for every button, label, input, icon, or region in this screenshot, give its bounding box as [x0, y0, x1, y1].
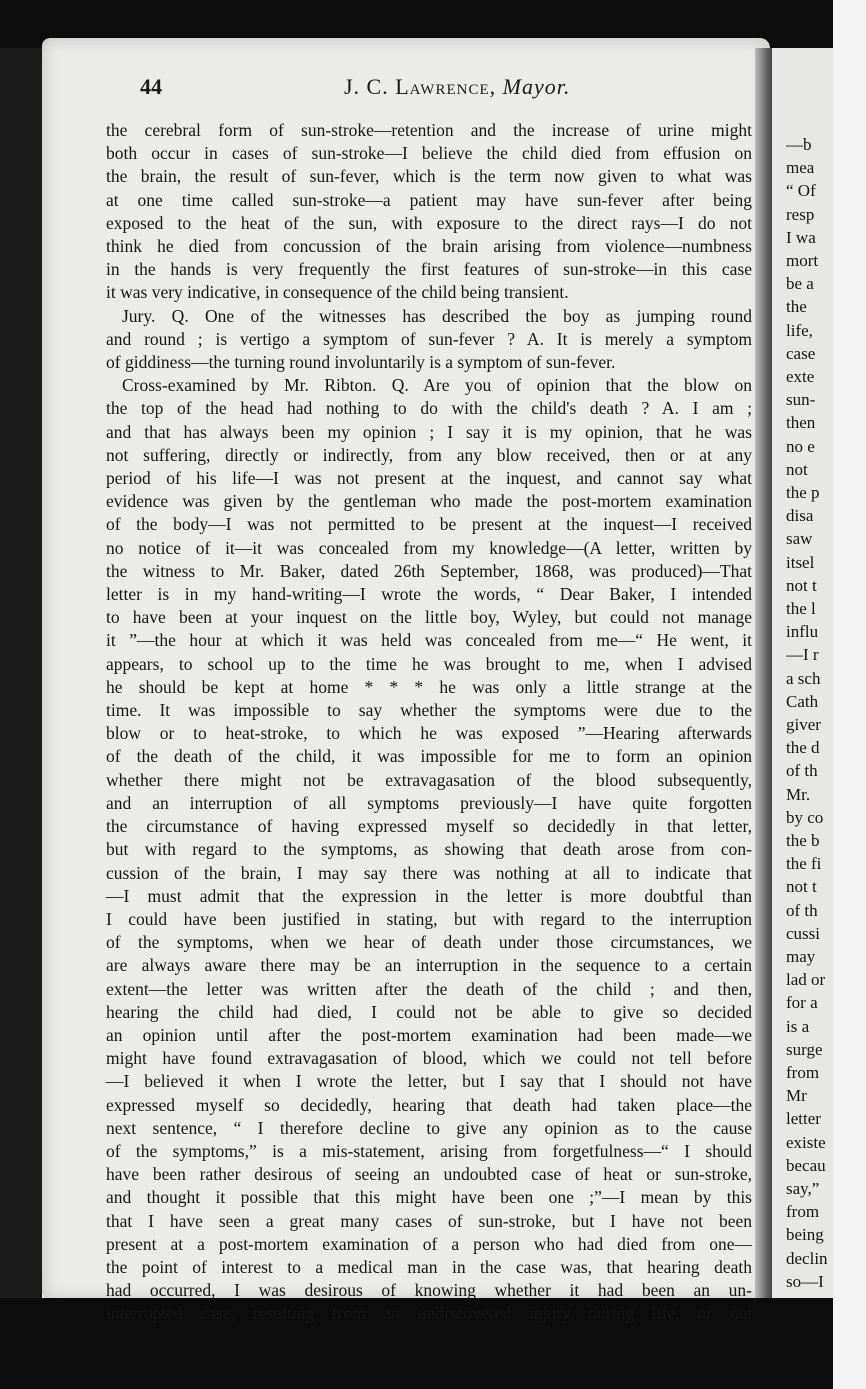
text-line: the circumstance of having expressed myself so decidedly in that letter,: [106, 816, 752, 837]
facing-page-fragment: the p: [786, 483, 820, 502]
text-line: are always aware there may be an interruption in the sequence to a certain: [106, 955, 752, 976]
facing-page-fragment: surge: [786, 1039, 823, 1059]
facing-page-fragment: say,”: [786, 1179, 820, 1198]
text-line: whether there might not be extravagasation of the blood subsequently,: [106, 769, 752, 790]
facing-page-fragment: cussi: [786, 923, 820, 943]
text-line: and that has always been my opinion ; I say it is my opinion, that he was: [106, 421, 752, 442]
text-line: of the symptoms, when we hear of death under those circumstances, we: [106, 932, 752, 953]
text-line: of the body—I was not permitted to be present at the inquest—I received: [106, 514, 752, 535]
facing-page-fragment: itsel: [786, 552, 815, 572]
facing-page-fragment: the d: [786, 738, 820, 758]
facing-page-fragment: from: [786, 1202, 820, 1222]
running-head: [344, 74, 570, 100]
running-head-title: Mayor.: [502, 74, 571, 99]
page-body-text: [106, 119, 752, 1326]
text-line: and round ; is vertigo a symptom of sun-fever ? A. It is merely a symptom: [106, 328, 752, 349]
facing-page-fragment: from: [786, 1063, 820, 1082]
facing-page-fragment: not t: [786, 575, 817, 595]
text-line: it was very indicative, in consequence of the child being transient.: [106, 282, 569, 303]
facing-page-fragment: “ Of: [786, 181, 816, 201]
text-line: an opinion until after the post-mortem examination had been made—we: [106, 1024, 752, 1045]
facing-page-fragment: of th: [786, 761, 818, 781]
facing-page-fragment: for a: [786, 993, 818, 1013]
facing-page-fragment: giver: [786, 715, 821, 734]
facing-page-fragment: saw: [786, 529, 813, 549]
facing-page-fragment: the b: [786, 831, 820, 850]
facing-page-fragment: Mr.: [786, 784, 811, 804]
text-line: that I have seen a great many cases of sun-stroke, but I have not been: [106, 1210, 752, 1231]
facing-page-fragment: the: [786, 297, 807, 317]
text-line: —I must admit that the expression in the letter is more doubtful than: [106, 885, 752, 906]
page-header: [100, 74, 760, 108]
text-line: —I believed it when I wrote the letter, but I say that I should not have: [106, 1071, 752, 1092]
text-line: think he died from concussion of the brain arising from violence—numbness: [106, 236, 752, 257]
text-line: had occurred, I was desirous of knowing whether it had been an un-: [106, 1280, 752, 1301]
text-line: and an interruption of all symptoms previously—I have quite forgotten: [106, 792, 752, 813]
text-line: time. It was impossible to say whether the symptoms were due to the: [106, 700, 752, 721]
facing-page-fragment: —I r: [786, 645, 819, 665]
text-line: of the symptoms,” is a mis-statement, arising from forgetfulness—“ I should: [106, 1140, 752, 1161]
text-line: it ”—the hour at which it was held was concealed from me—“ He went, it: [106, 630, 752, 651]
facing-page-fragment: Mr: [786, 1086, 807, 1106]
facing-page-fragment: letter: [786, 1109, 821, 1129]
text-line: of the death of the child, it was impossible for me to form an opinion: [106, 746, 752, 767]
facing-page-fragment: mea: [786, 158, 815, 178]
text-line: letter is in my hand-writing—I wrote the words, “ Dear Baker, I intended: [106, 584, 752, 605]
facing-page-fragment: be a: [786, 274, 814, 294]
text-line: extent—the letter was written after the death of the child ; and then,: [106, 978, 752, 999]
facing-page-fragment: resp: [786, 204, 815, 224]
facing-page-fragment: lad or: [786, 970, 826, 990]
facing-page-fragment: being: [786, 1225, 824, 1245]
facing-page-fragment: by co: [786, 807, 824, 827]
text-line: he should be kept at home * * * he was only a little strange at the: [106, 676, 752, 697]
facing-page-fragment: not t: [786, 877, 817, 897]
text-line: at one time called sun-stroke—a patient may have sun-fever after being: [106, 189, 752, 210]
facing-page-fragment: not: [786, 459, 808, 479]
text-line: but with regard to the symptoms, as showing that death arose from con-: [106, 839, 752, 860]
text-line: interrupted case, resulting from an undiscovered injury during life, or not: [106, 1303, 752, 1324]
text-line: next sentence, “ I therefore decline to give any opinion as to the cause: [106, 1117, 752, 1138]
text-line: Jury. Q. One of the witnesses has described the boy as jumping round: [122, 305, 752, 326]
facing-page-fragment: is a: [786, 1016, 810, 1036]
text-line: I could have been justified in stating, but with regard to the interruption: [106, 908, 752, 929]
text-line: the cerebral form of sun-stroke—retention and the increase of urine might: [106, 120, 752, 140]
page-number: 44: [140, 74, 162, 99]
facing-page-fragment: life,: [786, 320, 813, 340]
facing-page-fragment: declin: [786, 1248, 828, 1268]
text-line: Cross-examined by Mr. Ribton. Q. Are you of opinion that the blow on: [122, 375, 752, 396]
facing-page-fragment: disa: [786, 506, 814, 526]
text-line: exposed to the heat of the sun, with exposure to the direct rays—I do not: [106, 212, 752, 233]
text-line: and thought it possible that this might have been one ;”—I mean by this: [106, 1187, 752, 1208]
text-line: of giddiness—the turning round involuntarily is a symptom of sun-fever.: [106, 352, 616, 373]
text-line: both occur in cases of sun-stroke—I believe the child died from effusion on: [106, 143, 752, 164]
text-line: no notice of it—it was concealed from my knowledge—(A letter, written by: [106, 537, 752, 558]
text-line: the top of the head had nothing to do with the child's death ? A. I am ;: [106, 398, 752, 419]
text-line: blow or to heat-stroke, to which he was exposed ”—Hearing afterwards: [106, 723, 752, 744]
text-line: present at a post-mortem examination of a person who had died from one—: [106, 1233, 752, 1254]
facing-page-fragment: the fi: [786, 854, 822, 874]
text-line: might have found extravagasation of blood, which we could not tell before: [106, 1048, 752, 1069]
text-line: expressed myself so decidedly, hearing that death had taken place—the: [106, 1094, 752, 1115]
text-line: hearing the child had died, I could not be able to give so decided: [106, 1001, 752, 1022]
text-line: the witness to Mr. Baker, dated 26th September, 1868, was produced)—That: [106, 560, 752, 581]
text-line: to have been at your inquest on the little boy, Wyley, but could not manage: [106, 607, 752, 628]
text-line: have been rather desirous of seeing an undoubted case of heat or sun-stroke,: [106, 1164, 752, 1185]
text-line: cussion of the brain, I may say there was nothing at all to indicate that: [106, 862, 752, 883]
facing-page-fragment: then: [786, 413, 816, 433]
facing-page-fragment: the l: [786, 599, 816, 618]
facing-page-fragment: mort: [786, 251, 819, 270]
text-line: period of his life—I was not present at the inquest, and cannot say what: [106, 468, 752, 489]
facing-page-fragment: influ: [786, 622, 819, 642]
facing-page-fragment: so—I: [786, 1271, 824, 1291]
facing-page: [772, 48, 833, 1298]
text-line: evidence was given by the gentleman who made the post-mortem examination: [106, 491, 752, 512]
text-line: in the hands is very frequently the first features of sun-stroke—in this case: [106, 259, 752, 280]
text-line: not suffering, directly or indirectly, from any blow received, then or at any: [106, 444, 752, 465]
facing-page-fragment: becau: [786, 1155, 826, 1175]
text-line: the brain, the result of sun-fever, which is the term now given to what was: [106, 166, 752, 187]
facing-page-fragment: exte: [786, 367, 815, 386]
scan-left-border: [0, 48, 42, 1298]
facing-page-fragment: Cath: [786, 691, 819, 711]
facing-page-fragment: sun-: [786, 390, 816, 410]
facing-page-fragment: may: [786, 947, 816, 966]
facing-page-fragment: a sch: [786, 668, 821, 688]
facing-page-fragment: I wa: [786, 227, 816, 247]
facing-page-fragment: —b: [786, 135, 812, 154]
running-head-name: J. C. Lawrence,: [344, 74, 497, 99]
text-line: the point of interest to a medical man in the case was, that hearing death: [106, 1256, 752, 1277]
facing-page-fragment: case: [786, 343, 816, 363]
text-line: appears, to school up to the time he was brought to me, when I advised: [106, 653, 752, 674]
facing-page-fragment: existe: [786, 1132, 826, 1152]
facing-page-fragment: of th: [786, 900, 818, 920]
facing-page-fragment: no e: [786, 436, 815, 456]
